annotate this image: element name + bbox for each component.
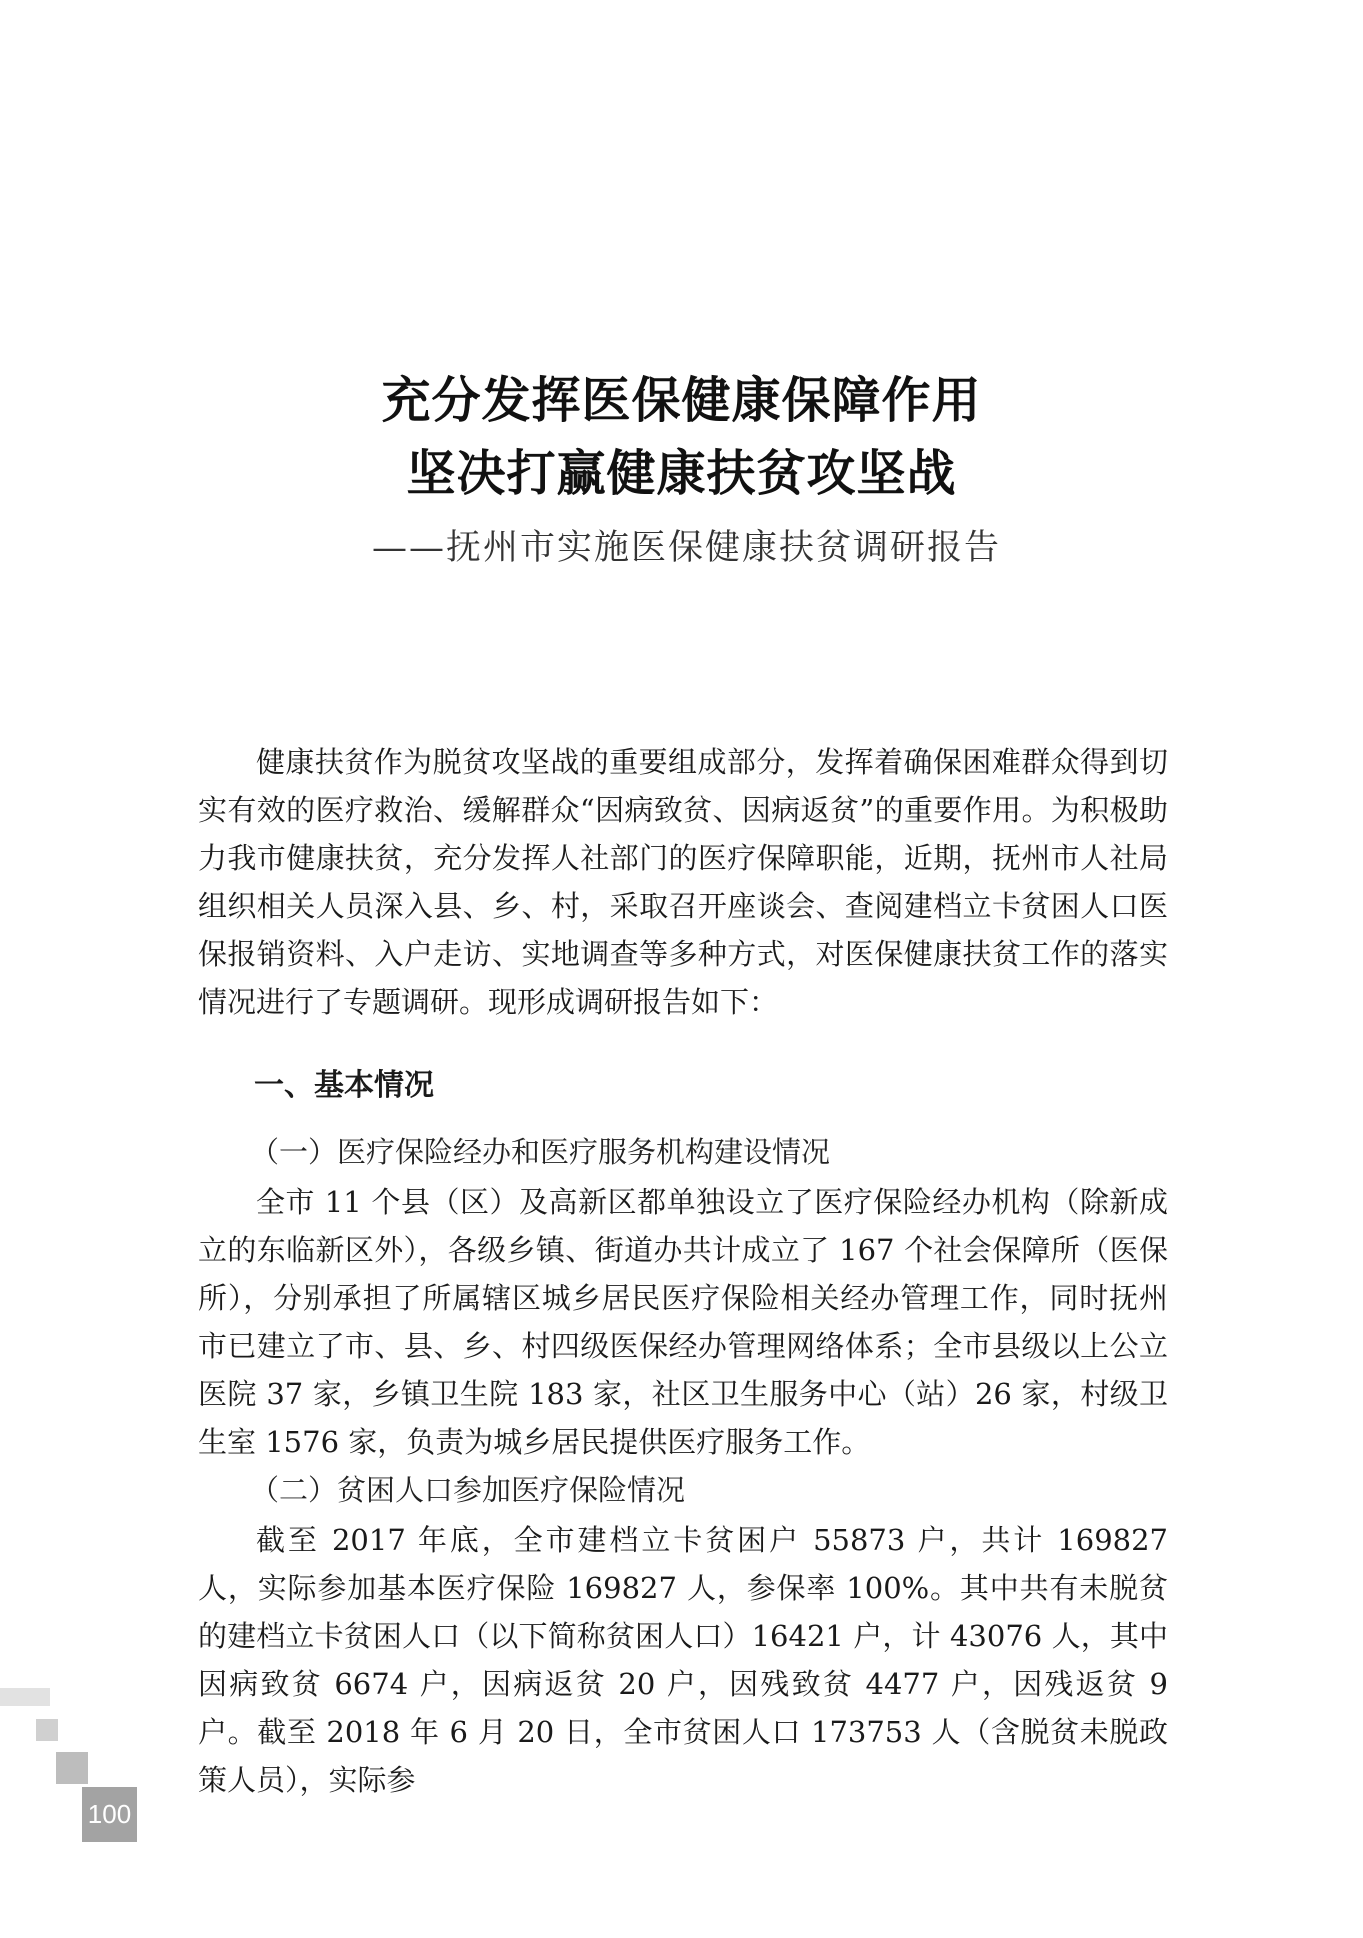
subsection-heading-2: （二）贫困人口参加医疗保险情况 — [250, 1473, 686, 1507]
intro-section — [198, 738, 1168, 1026]
decorative-square-medium — [56, 1752, 88, 1784]
page-number: 100 — [82, 1787, 137, 1842]
subsection-1-body — [198, 1178, 1168, 1466]
subsection-heading-1: （一）医疗保险经办和医疗服务机构建设情况 — [250, 1135, 831, 1169]
title-line-2: 坚决打赢健康扶贫攻坚战 — [406, 445, 957, 502]
decorative-square-small — [36, 1719, 58, 1741]
title-line-1: 充分发挥医保健康保障作用 — [381, 372, 982, 429]
subsection-2-paragraph: 截至 2017 年底，全市建档立卡贫困户 55873 户，共计 169827 人，实际参加基本医疗保险 169827 人，参保率 100%。其中共有未脱贫的建档立卡贫困人口（以下简称贫困人口）16421 户，计 43076 人，其中因病致贫 6674 户，因病返贫 20 户，因残致贫 4477 户，因残返贫 9 户。截至 2018 年 6 月 20 日，全市贫困人口 173753 人（含脱贫未脱政策人员），实际参 — [198, 1523, 1168, 1797]
subsection-2-body — [198, 1516, 1168, 1804]
section-heading-basic-info: 一、基本情况 — [254, 1068, 434, 1103]
decorative-bar — [0, 1688, 50, 1706]
intro-paragraph: 健康扶贫作为脱贫攻坚战的重要组成部分，发挥着确保困难群众得到切实有效的医疗救治、缓解群众“因病致贫、因病返贫”的重要作用。为积极助力我市健康扶贫，充分发挥人社部门的医疗保障职能，近期，抚州市人社局组织相关人员深入县、乡、村，采取召开座谈会、查阅建档立卡贫困人口医保报销资料、入户走访、实地调查等多种方式，对医保健康扶贫工作的落实情况进行了专题调研。现形成调研报告如下： — [198, 745, 1168, 1019]
subtitle: ——抚州市实施医保健康扶贫调研报告 — [372, 528, 1002, 568]
subsection-1-paragraph: 全市 11 个县（区）及高新区都单独设立了医疗保险经办机构（除新成立的东临新区外），各级乡镇、街道办共计成立了 167 个社会保障所（医保所），分别承担了所属辖区城乡居民医疗保险相关经办管理工作，同时抚州市已建立了市、县、乡、村四级医保经办管理网络体系；全市县级以上公立医院 37 家，乡镇卫生院 183 家，社区卫生服务中心（站）26 家，村级卫生室 1576 家，负责为城乡居民提供医疗服务工作。 — [198, 1185, 1168, 1459]
